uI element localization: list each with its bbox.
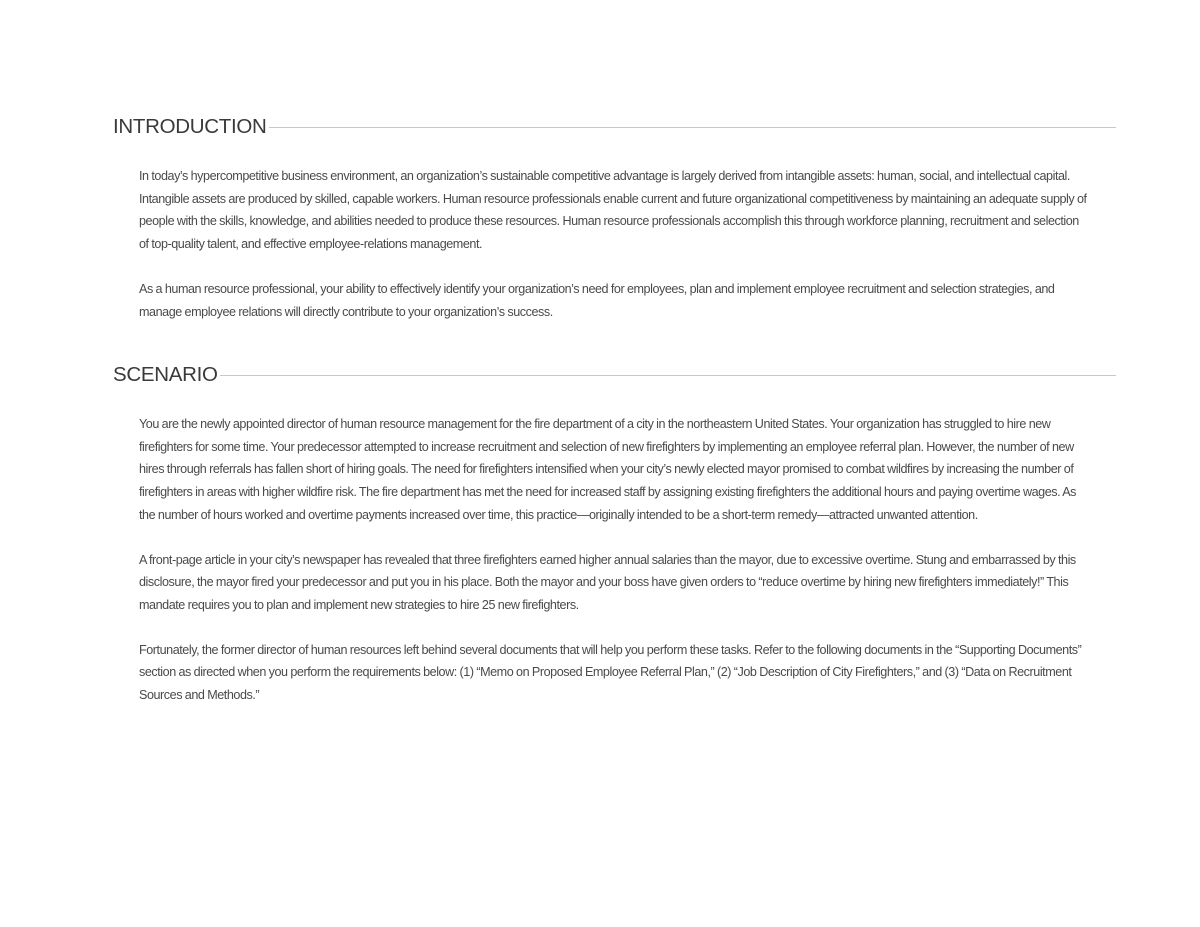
scenario-paragraph: A front-page article in your city’s newspaper has revealed that three firefighters earned higher annual salaries than the mayor, due to excessive overtime. Stung and embarrassed by this disclosure, the mayor fired your predecessor and put you in his place. Both the mayor and your boss have given orders to “reduce overtime by hiring new firefighters immediately!” This mandate requires you to plan and implement new strategies to hire 25 new firefighters. [139,552,1076,612]
scenario-body [139,413,1089,707]
scenario-heading-row [113,361,1116,389]
introduction-paragraph: As a human resource professional, your ability to effectively identify your organization’s need for employees, plan and implement employee recruitment and selection strategies, and manage employee relations will directly contribute to your organization’s success. [139,281,1055,319]
scenario-paragraph: Fortunately, the former director of human resources left behind several documents that will help you perform these tasks. Refer to the following documents in the “Supporting Documents” section as directed when you perform the requirements below: (1) “Memo on Proposed Employee Referral Plan,” (2) “Job Description of City Firefighters,” and (3) “Data on Recruitment Sources and Methods.” [139,642,1082,703]
introduction-paragraph: In today’s hypercompetitive business environment, an organization’s sustainable competitive advantage is largely derived from intangible assets: human, social, and intellectual capital. Intangible assets are produced by skilled, capable workers. Human resource professionals enable current and future organizational competitiveness by maintaining an adequate supply of people with the skills, knowledge, and abilities needed to produce these resources. Human resource professionals accomplish this through workforce planning, recruitment and selection of top-quality talent, and effective employee-relations management. [139,169,1087,252]
scenario-paragraph: You are the newly appointed director of human resource management for the fire department of a city in the northeastern United States. Your organization has struggled to hire new firefighters for some time. Your predecessor attempted to increase recruitment and selection of new firefighters by implementing an employee referral plan. However, the number of new hires through referrals has fallen short of hiring goals. The need for firefighters intensified when your city’s newly elected mayor promised to combat wildfires by increasing the number of firefighters in areas with higher wildfire risk. The fire department has met the need for increased staff by assigning existing firefighters the additional hours and paying overtime wages. As the number of hours worked and overtime payments increased over time, this practice—originally intended to be a short-term remedy—attracted unwanted attention. [139,417,1077,522]
introduction-section [113,113,1116,345]
scenario-heading: SCENARIO [113,363,218,386]
introduction-heading: INTRODUCTION [113,115,267,138]
introduction-heading-row [113,113,1116,141]
scenario-section [113,361,1116,729]
scenario-divider [220,375,1116,376]
introduction-divider [269,127,1116,128]
introduction-body [139,165,1089,323]
